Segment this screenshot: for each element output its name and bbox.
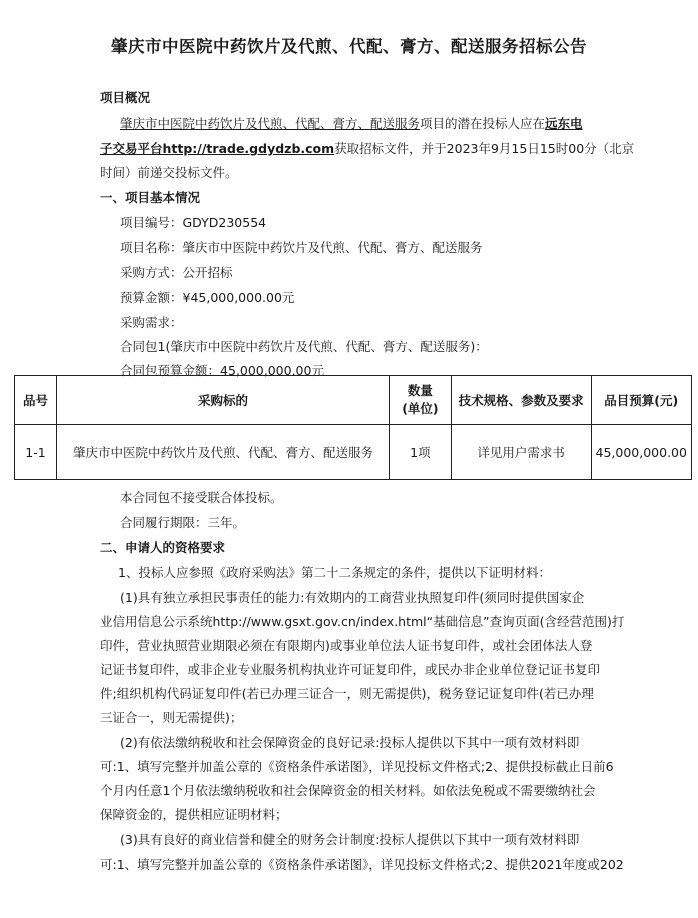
section1-heading: 一、项目基本情况 bbox=[100, 190, 201, 205]
overview-paragraph-line-2 bbox=[100, 139, 634, 157]
req2-line-4: 保障资金的，提供相应证明材料； bbox=[100, 807, 288, 822]
procurement-method: 采购方式：公开招标 bbox=[120, 265, 233, 280]
req2-line-2: 可:1、填写完整并加盖公章的《资格条件承诺图》，详见投标文件格式;2、提供投标截止日前6 bbox=[100, 759, 614, 774]
cell-budget: 45,000,000.00 bbox=[591, 425, 692, 480]
contract-package: 合同包1(肇庆市中医院中药饮片及代煎、代配、膏方、配送服务)： bbox=[120, 339, 488, 354]
cell-subject: 肇庆市中医院中药饮片及代煎、代配、膏方、配送服务 bbox=[56, 425, 389, 480]
project-name: 项目名称：肇庆市中医院中药饮片及代煎、代配、膏方、配送服务 bbox=[120, 240, 483, 255]
req1-line-6: 三证合一，则无需提供)； bbox=[100, 710, 243, 725]
req3-line-2: 可:1、填写完整并加盖公章的《资格条件承诺图》，详见投标文件格式;2、提供2021年度或202 bbox=[100, 857, 624, 872]
contract-term: 合同履行期限：三年。 bbox=[120, 515, 246, 530]
platform-link[interactable]: 子交易平台http://trade.gdydzb.com bbox=[100, 141, 335, 156]
header-quantity: 数量 (单位) bbox=[389, 376, 451, 425]
req1-line-4: 记证书复印件，或非企业专业服务机构执业许可证复印件，或民办非企业单位登记证书复印 bbox=[100, 662, 601, 677]
header-budget: 品目预算(元) bbox=[591, 376, 692, 425]
req2-line-1: (2)有依法缴纳税收和社会保障资金的良好记录:投标人提供以下其中一项有效材料即 bbox=[120, 735, 580, 750]
overview-deadline-text: 获取招标文件，并于2023年9月15日15时00分（北京 bbox=[334, 141, 635, 156]
budget-amount: 预算金额：¥45,000,000.00元 bbox=[120, 290, 295, 305]
project-name-underlined: 肇庆市中医院中药饮片及代煎、代配、膏方、配送服务 bbox=[120, 116, 421, 131]
req1-line-5: 件;组织机构代码证复印件(若已办理三证合一，则无需提供)，税务登记证复印件(若已办理 bbox=[100, 686, 594, 701]
req1-line-3: 印件，营业执照营业期限必须在有限期内)或事业单位法人证书复印件，或社会团体法人登 bbox=[100, 638, 593, 653]
req2-line-3: 个月内任意1个月依法缴纳税收和社会保障资金的相关材料。如依法免税或不需要缴纳社会 bbox=[100, 783, 596, 798]
req1-line-2: 业信用信息公示系统http://www.gsxt.gov.cn/index.html“基础信息”查询页面(含经营范围)打 bbox=[100, 614, 625, 629]
cell-quantity: 1项 bbox=[389, 425, 451, 480]
header-subject: 采购标的 bbox=[56, 376, 389, 425]
project-number: 项目编号：GDYD230554 bbox=[120, 215, 267, 230]
header-spec: 技术规格、参数及要求 bbox=[451, 376, 591, 425]
table-header-row bbox=[15, 376, 692, 425]
overview-text: 项目的潜在投标人应在 bbox=[420, 116, 546, 131]
procurement-demand: 采购需求： bbox=[120, 315, 183, 330]
header-item-no: 品号 bbox=[15, 376, 57, 425]
table-row bbox=[15, 425, 692, 480]
overview-paragraph-line-1 bbox=[120, 114, 583, 132]
page-title: 肇庆市中医院中药饮片及代煎、代配、膏方、配送服务招标公告 bbox=[111, 37, 587, 56]
cell-item-no: 1-1 bbox=[15, 425, 57, 480]
cell-spec: 详见用户需求书 bbox=[451, 425, 591, 480]
platform-name: 远东电 bbox=[545, 116, 583, 131]
requirement-1: 1、投标人应参照《政府采购法》第二十二条规定的条件，提供以下证明材料： bbox=[118, 565, 551, 580]
section2-heading: 二、申请人的资格要求 bbox=[100, 540, 226, 555]
overview-paragraph-line-3: 时间）前递交投标文件。 bbox=[100, 165, 238, 180]
no-consortium-note: 本合同包不接受联合体投标。 bbox=[120, 490, 283, 505]
package-budget: 合同包预算金额：45,000,000.00元 bbox=[120, 363, 324, 378]
overview-heading: 项目概况 bbox=[100, 90, 151, 105]
procurement-table bbox=[14, 375, 692, 480]
req3-line-1: (3)具有良好的商业信誉和健全的财务会计制度:投标人提供以下其中一项有效材料即 bbox=[120, 832, 580, 847]
req1-line-1: (1)具有独立承担民事责任的能力:有效期内的工商营业执照复印件(须同时提供国家企 bbox=[120, 590, 585, 605]
